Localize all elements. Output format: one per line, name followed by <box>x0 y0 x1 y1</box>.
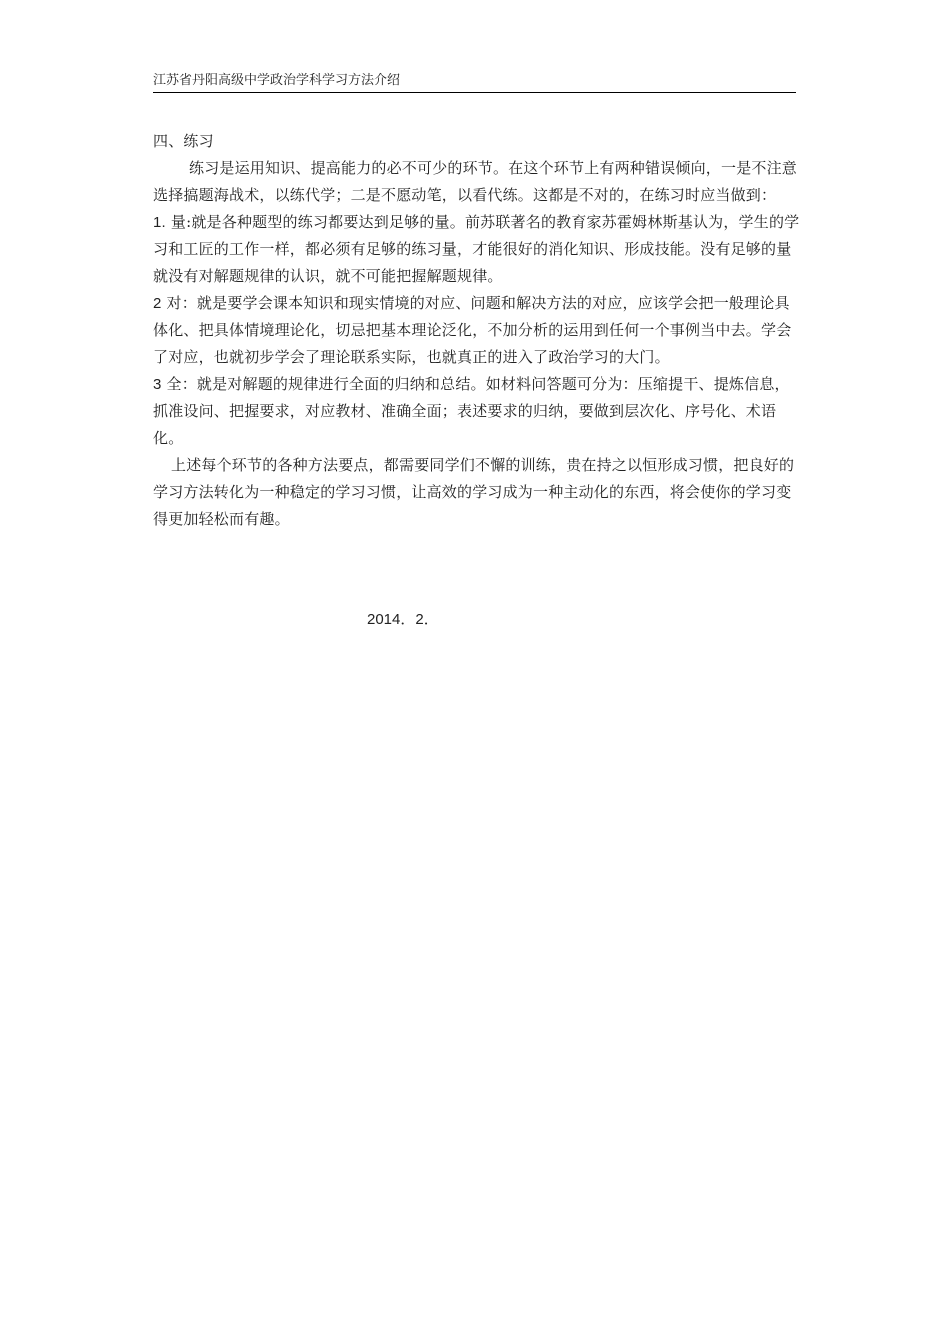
list-item <box>153 371 803 452</box>
document-date: 2014．2． <box>367 611 439 628</box>
intro-paragraph: 练习是运用知识、提高能力的必不可少的环节。在这个环节上有两种错误倾向，一是不注意选择搞题海战术，以练代学；二是不愿动笔，以看代练。这都是不对的，在练习时应当做到： <box>153 159 798 204</box>
page-header <box>153 72 796 93</box>
item-number: 3 <box>153 376 162 393</box>
section-heading: 四、练习 <box>153 132 214 150</box>
item-text: 全：就是对解题的规律进行全面的归纳和总结。如材料问答题可分为：压缩提干、提炼信息，抓准设问、把握要求，对应教材、准确全面；表述要求的归纳，要做到层次化、序号化、术语化。 <box>153 375 790 447</box>
item-text: 对：就是要学会课本知识和现实情境的对应、问题和解决方法的对应，应该学会把一般理论具体化、把具体情境理论化，切忌把基本理论泛化，不加分析的运用到任何一个事例当中去。学会了对应，也就初步学会了理论联系实际，也就真正的进入了政治学习的大门。 <box>153 294 792 366</box>
header-title: 江苏省丹阳高级中学政治学科学习方法介绍 <box>153 73 401 88</box>
closing-paragraph: 上述每个环节的各种方法要点，都需要同学们不懈的训练，贵在持之以恒形成习惯，把良好的学习方法转化为一种稳定的学习习惯，让高效的学习成为一种主动化的东西，将会使你的学习变得更加轻松而有趣。 <box>153 456 795 528</box>
document-body <box>153 128 803 533</box>
item-text: 量:就是各种题型的练习都要达到足够的量。前苏联著名的教育家苏霍姆林斯基认为，学生的学习和工匠的工作一样，都必须有足够的练习量，才能很好的消化知识、形成技能。没有足够的量就没有对解题规律的认识，就不可能把握解题规律。 <box>153 213 800 285</box>
item-number: 2 <box>153 295 162 312</box>
list-item <box>153 209 803 290</box>
list-item <box>153 290 803 371</box>
item-number: 1. <box>153 214 166 231</box>
